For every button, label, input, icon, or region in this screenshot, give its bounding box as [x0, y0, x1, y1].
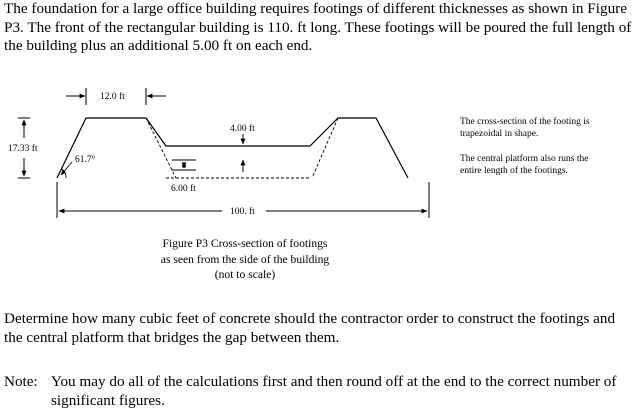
question-paragraph: Determine how many cubic feet of concrete should the contractor order to construct the footings and the central platform that bridges the gap between them. [4, 310, 616, 346]
note-label: Note: [4, 373, 38, 390]
side-note-trapezoid: The cross-section of the footing is trapezoidal in shape. [460, 117, 590, 139]
total-length-label: 100. ft [230, 207, 255, 217]
note-text: You may do all of the calculations first and then round off at the end to the correct number of significant figures. [51, 373, 617, 409]
intro-paragraph: The foundation for a large office building requires footings of different thicknesses as shown in Figure P3. The front of the rectangular building is 110. ft long. These footings will be poured the full length of the building plus an additional 5.00 ft on each end. [4, 0, 632, 54]
platform-top-label: 4.00 ft [230, 124, 255, 134]
figure-caption-line3: (not to scale) [214, 268, 276, 281]
height-label: 17.33 ft [8, 144, 38, 154]
side-note-platform: The central platform also runs the entire length of the footings. [460, 154, 589, 176]
figure-caption-line1: Figure P3 Cross-section of footings [162, 237, 328, 250]
top-width-label: 12.0 ft [100, 92, 125, 102]
figure-caption-line2: as seen from the side of the building [160, 253, 330, 266]
platform-thickness-label: 6.00 ft [171, 184, 196, 194]
hidden-line-left [146, 118, 176, 178]
angle-label: 61.7° [75, 155, 96, 165]
hidden-line-right [312, 118, 338, 178]
